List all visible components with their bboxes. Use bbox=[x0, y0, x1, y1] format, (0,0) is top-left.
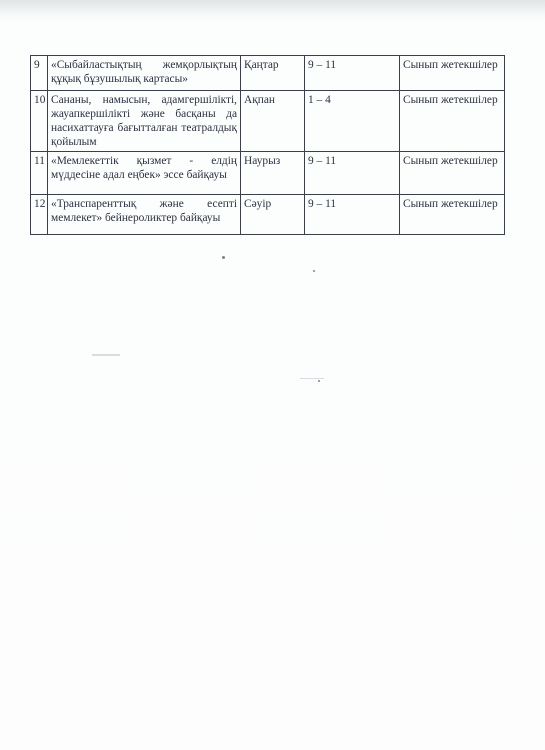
table-row bbox=[31, 91, 505, 152]
event-title: Сананы, намысын, адамгершілікті, жауапкершілікті және басқаны да насихаттауға бағытталған театралдық қойылым bbox=[48, 91, 241, 152]
row-number: 11 bbox=[31, 152, 48, 195]
scan-speck bbox=[313, 270, 315, 272]
event-grades: 9 – 11 bbox=[305, 56, 400, 91]
event-month: Сәуір bbox=[241, 195, 305, 235]
event-grades: 9 – 11 bbox=[305, 152, 400, 195]
event-responsible: Сынып жетекшілер bbox=[400, 56, 505, 91]
table-row bbox=[31, 195, 505, 235]
event-responsible: Сынып жетекшілер bbox=[400, 152, 505, 195]
scan-speck bbox=[318, 380, 320, 382]
scan-smudge bbox=[92, 354, 120, 356]
row-number: 9 bbox=[31, 56, 48, 91]
row-number: 12 bbox=[31, 195, 48, 235]
scan-speck bbox=[222, 256, 225, 259]
event-responsible: Сынып жетекшілер bbox=[400, 91, 505, 152]
event-title: «Транспаренттық және есепті мемлекет» бейнероликтер байқауы bbox=[48, 195, 241, 235]
event-month: Ақпан bbox=[241, 91, 305, 152]
event-responsible: Сынып жетекшілер bbox=[400, 195, 505, 235]
scan-smudge bbox=[300, 378, 324, 379]
event-month: Қаңтар bbox=[241, 56, 305, 91]
event-plan-table bbox=[30, 55, 505, 235]
table-row bbox=[31, 152, 505, 195]
event-title: «Сыбайластықтың жемқорлықтың құқық бұзушылық картасы» bbox=[48, 56, 241, 91]
event-title: «Мемлекеттік қызмет - елдің мүддесіне адал еңбек» эссе байқауы bbox=[48, 152, 241, 195]
scan-top-edge bbox=[0, 0, 545, 22]
event-grades: 1 – 4 bbox=[305, 91, 400, 152]
event-month: Наурыз bbox=[241, 152, 305, 195]
event-grades: 9 – 11 bbox=[305, 195, 400, 235]
table-row bbox=[31, 56, 505, 91]
row-number: 10 bbox=[31, 91, 48, 152]
